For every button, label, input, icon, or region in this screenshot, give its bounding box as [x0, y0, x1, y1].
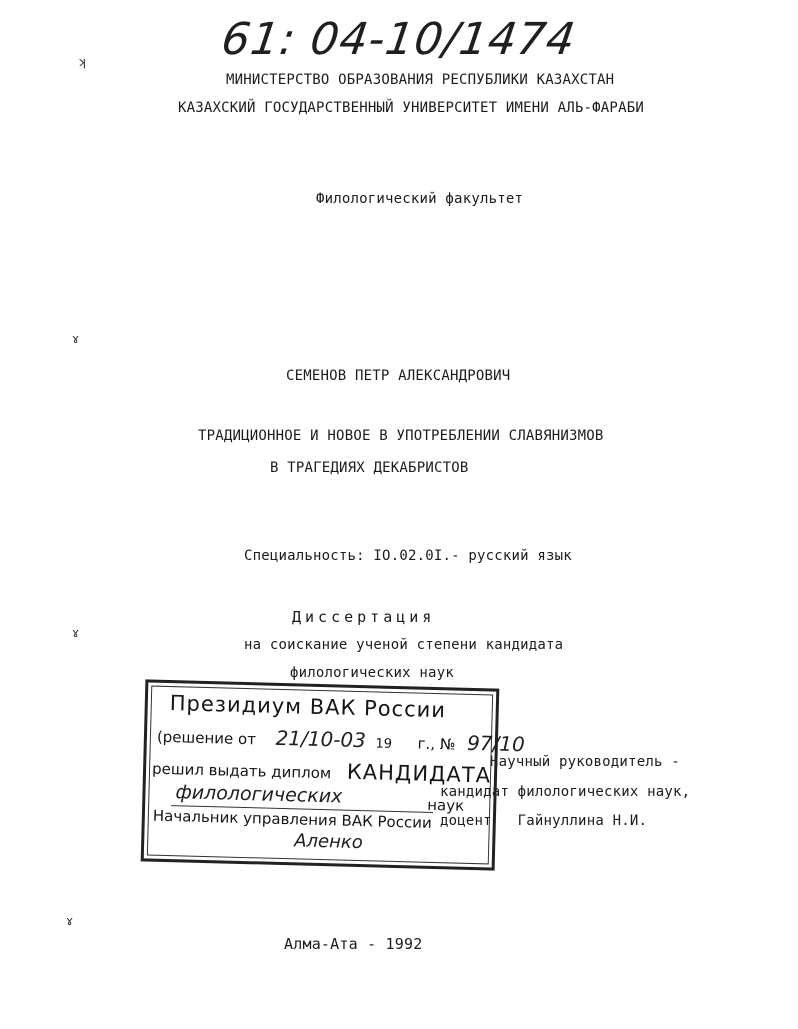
supervisor-line-3: доцент Гайнуллина Н.И. [440, 813, 648, 829]
stamp-decision-date: 21/10-03 [275, 725, 367, 753]
stamp-decision-no-label: г., № [417, 734, 456, 754]
university-line: КАЗАХСКИЙ ГОСУДАРСТВЕННЫЙ УНИВЕРСИТЕТ ИМЕНИ АЛЬ-ФАРАБИ [178, 100, 644, 116]
stamp-signatory: Начальник управления ВАК России [152, 806, 432, 832]
margin-mark-1: ʞ [78, 55, 87, 69]
faculty-line: Филологический факультет [316, 191, 524, 207]
archive-number: 61: 04-10/1474 [218, 14, 580, 65]
vak-stamp [141, 679, 526, 870]
degree-heading: Диссертация [292, 608, 436, 626]
stamp-decision-prefix: (решение от [156, 727, 257, 749]
degree-line-2: на соискание ученой степени кандидата [244, 637, 564, 653]
stamp-award-degree: КАНДИДАТА [346, 759, 492, 788]
stamp-decision-number: 97/10 [466, 730, 526, 757]
stamp-award-text: решил выдать диплом [151, 759, 332, 783]
stamp-decision-year: 19 [375, 736, 393, 752]
stamp-field-suffix: наук [427, 795, 465, 815]
margin-mark-3: ɤ [72, 626, 80, 640]
margin-mark-2: ɤ [72, 332, 80, 346]
supervisor-line-2: кандидат филологических наук, [440, 784, 691, 800]
title-line-1: ТРАДИЦИОННОЕ И НОВОЕ В УПОТРЕБЛЕНИИ СЛАВЯНИЗМОВ [198, 428, 604, 444]
footer-place-year: Алма-Ата - 1992 [284, 935, 423, 953]
title-line-2: В ТРАГЕДИЯХ ДЕКАБРИСТОВ [270, 460, 469, 476]
stamp-field-handwritten: филологических [175, 781, 343, 808]
margin-mark-4: ɤ [66, 914, 74, 928]
stamp-signature: Аленко [293, 830, 364, 854]
supervisor-line-1: Научный руководитель - [490, 754, 680, 770]
stamp-header: Президиум ВАК России [169, 691, 447, 723]
author-name: СЕМЕНОВ ПЕТР АЛЕКСАНДРОВИЧ [286, 368, 511, 384]
ministry-line: МИНИСТЕРСТВО ОБРАЗОВАНИЯ РЕСПУБЛИКИ КАЗАХСТАН [226, 72, 615, 88]
degree-line-3: филологических наук [290, 665, 454, 681]
specialty-line: Специальность: IO.02.0I.- русский язык [244, 548, 572, 564]
